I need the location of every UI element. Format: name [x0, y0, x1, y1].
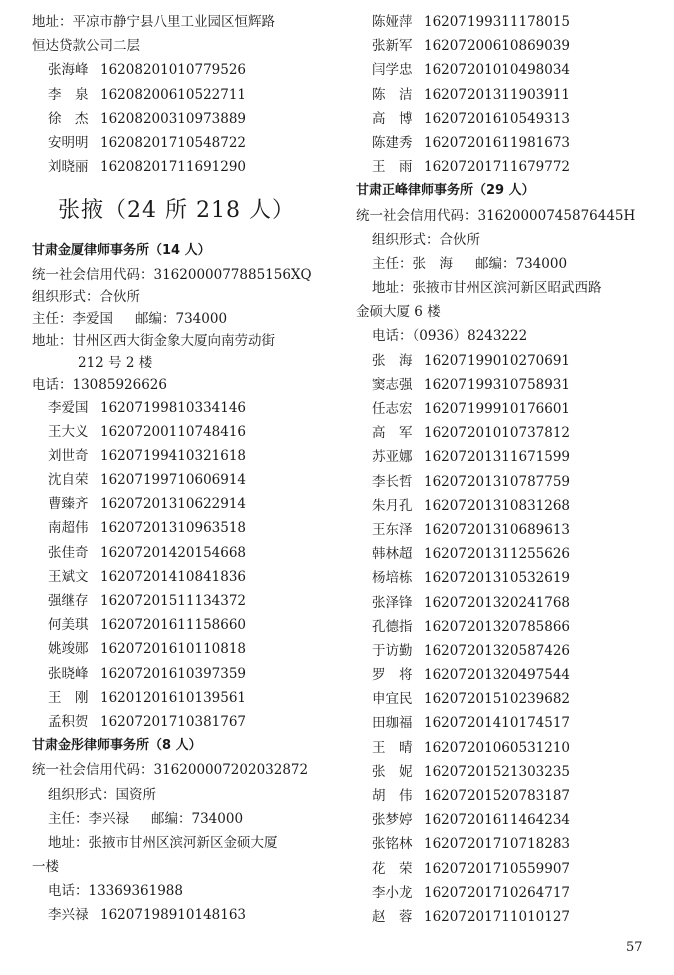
member-row	[32, 83, 337, 107]
member-row	[32, 492, 337, 516]
member-row	[32, 107, 337, 131]
member-row	[356, 349, 656, 373]
member-row	[356, 542, 656, 566]
member-name: 任志宏	[372, 401, 413, 417]
member-license-number: 16207199810334146	[100, 399, 247, 416]
member-license-number: 16207201710381767	[100, 713, 247, 730]
member-license-number: 16207201060531210	[424, 739, 571, 756]
member-row	[32, 155, 337, 179]
member-row	[32, 613, 337, 637]
phone: 电话：13369361988	[48, 883, 183, 900]
member-name: 张铭林	[372, 836, 413, 853]
member-row	[356, 107, 656, 131]
member-license-number: 16207201420154668	[100, 544, 247, 561]
member-license-number: 16207201710559907	[424, 860, 571, 877]
member-license-number: 16207201410174517	[424, 715, 571, 732]
member-name: 田珈福	[372, 715, 413, 732]
director: 主任：李兴禄	[48, 810, 129, 827]
member-name: 韩林超	[372, 546, 413, 563]
member-license-number: 16207200110748416	[100, 423, 247, 440]
member-name: 罗 将	[372, 667, 413, 684]
address-line: 一楼	[32, 859, 59, 876]
member-license-number: 16207201010498034	[424, 62, 571, 79]
member-name: 窦志强	[372, 376, 413, 393]
member-license-number: 16207200610869039	[424, 38, 571, 55]
member-name: 强继存	[48, 593, 89, 609]
member-row	[356, 687, 656, 711]
member-list	[32, 58, 337, 179]
member-name: 李 泉	[48, 86, 89, 103]
member-list	[356, 349, 656, 930]
member-row	[356, 615, 656, 639]
member-name: 安明明	[48, 134, 89, 151]
member-row	[356, 905, 656, 929]
member-name: 于访勤	[372, 642, 413, 659]
member-row	[32, 710, 337, 734]
member-license-number: 16207201310689613	[424, 521, 571, 538]
member-name: 胡 伟	[372, 788, 413, 804]
member-license-number: 16207199910176601	[424, 401, 571, 417]
member-license-number: 16207201320587426	[424, 642, 571, 659]
director: 主任：李爱国	[32, 310, 113, 327]
member-license-number: 16207198910148163	[100, 907, 247, 924]
member-row	[356, 34, 656, 58]
member-row	[356, 663, 656, 687]
member-name: 陈 洁	[372, 86, 413, 103]
member-name: 张佳奇	[48, 544, 89, 561]
member-license-number: 16201201610139561	[100, 689, 247, 706]
member-name: 姚竣郧	[48, 641, 89, 658]
region-heading: 张掖（24 所 218 人）	[58, 198, 295, 224]
member-name: 陈建秀	[372, 134, 413, 151]
member-row	[356, 736, 656, 760]
member-row	[32, 686, 337, 710]
org-form: 组织形式：国资所	[48, 786, 156, 803]
member-name: 曹臻齐	[48, 496, 89, 513]
member-name: 李长哲	[372, 473, 413, 490]
member-license-number: 16207201611464234	[424, 812, 571, 829]
member-row	[32, 637, 337, 661]
member-row	[356, 808, 656, 832]
address-line: 地址：甘州区西大街金象大厦向南劳动街	[32, 332, 275, 349]
member-row	[356, 591, 656, 615]
member-license-number: 16208200310973889	[100, 110, 247, 127]
member-name: 苏亚娜	[372, 449, 413, 466]
member-name: 张晓峰	[48, 665, 89, 682]
member-name: 刘世奇	[48, 447, 89, 464]
member-row	[356, 881, 656, 905]
member-license-number: 16207201310787759	[424, 473, 571, 490]
member-name: 王东泽	[372, 521, 413, 538]
member-license-number: 16207201320785866	[424, 618, 571, 635]
member-license-number: 16207201311255626	[424, 546, 571, 563]
firm-name: 甘肃金彤律师事务所（8 人）	[32, 738, 202, 754]
member-row	[32, 589, 337, 613]
member-row	[32, 662, 337, 686]
member-row	[356, 494, 656, 518]
member-name: 张泽锋	[372, 594, 413, 611]
member-name: 申宜民	[372, 691, 413, 708]
firm-name: 甘肃正峰律师事务所（29 人）	[356, 183, 535, 199]
member-license-number: 16207201010737812	[424, 425, 571, 442]
left-column	[32, 10, 337, 928]
member-name: 高 博	[372, 110, 413, 127]
member-name: 张梦婷	[372, 812, 413, 829]
member-row	[32, 396, 337, 420]
credit-code: 统一社会信用代码：316200007202032872	[32, 762, 309, 779]
member-license-number: 16207201710264717	[424, 884, 571, 901]
member-license-number: 16207201311671599	[424, 449, 571, 466]
address-line: 恒达贷款公司二层	[32, 38, 140, 55]
member-row	[32, 131, 337, 155]
member-license-number: 16207199410321618	[100, 447, 247, 464]
org-form: 组织形式：合伙所	[32, 288, 140, 305]
member-name: 王 雨	[372, 159, 413, 176]
member-license-number: 16207199310758931	[424, 376, 571, 393]
member-name: 朱月孔	[372, 497, 413, 514]
member-license-number: 16207199010270691	[424, 352, 571, 369]
member-row	[356, 10, 656, 34]
address-line: 地址：张掖市甘州区滨河新区金硕大厦	[48, 834, 278, 851]
address-line: 212 号 2 楼	[78, 354, 153, 371]
address-line: 地址：平凉市静宁县八里工业园区恒辉路	[32, 14, 275, 30]
member-row	[356, 639, 656, 663]
member-row	[356, 421, 656, 445]
member-row	[356, 83, 656, 107]
director-line	[32, 807, 337, 831]
member-row	[356, 445, 656, 469]
address-line: 地址：张掖市甘州区滨河新区昭武西路	[372, 280, 602, 297]
member-row	[32, 541, 337, 565]
member-row	[32, 468, 337, 492]
member-name: 王大义	[48, 423, 89, 440]
member-row	[356, 131, 656, 155]
member-name: 张新军	[372, 38, 413, 55]
member-name: 孟积贺	[48, 713, 89, 730]
member-row	[356, 711, 656, 735]
phone: 电话：13085926626	[32, 376, 167, 393]
member-row	[356, 397, 656, 421]
director-line	[356, 252, 656, 276]
member-name: 张 妮	[372, 763, 413, 780]
member-license-number: 16207201510239682	[424, 691, 571, 708]
phone: 电话：（0936）8243222	[372, 328, 528, 345]
member-row	[32, 516, 337, 540]
member-name: 张海峰	[48, 62, 89, 79]
member-name: 李小龙	[372, 884, 413, 901]
member-name: 赵 蓉	[372, 908, 413, 925]
member-license-number: 16207201711010127	[424, 908, 571, 925]
page-number: 57	[626, 940, 643, 955]
member-row	[356, 58, 656, 82]
member-license-number: 16207201611158660	[100, 617, 247, 634]
member-name: 花 荣	[372, 860, 413, 877]
director: 主任：张 海	[372, 255, 453, 272]
member-list	[356, 10, 656, 179]
member-row	[32, 903, 337, 927]
member-name: 陈娅萍	[372, 14, 413, 30]
member-name: 李兴禄	[48, 907, 89, 924]
org-form: 组织形式：合伙所	[372, 231, 480, 248]
member-license-number: 16207201611981673	[424, 134, 571, 151]
member-row	[356, 760, 656, 784]
member-license-number: 16208201710548722	[100, 134, 247, 151]
member-license-number: 16208201711691290	[100, 159, 247, 176]
postal-code: 邮编：734000	[151, 810, 244, 827]
member-name: 徐 杰	[48, 110, 89, 127]
member-license-number: 16207199311178015	[424, 14, 571, 30]
member-license-number: 16207201511134372	[100, 593, 247, 609]
member-license-number: 16207201410841836	[100, 568, 247, 585]
member-row	[356, 832, 656, 856]
member-name: 杨培栋	[372, 570, 413, 587]
member-row	[356, 857, 656, 881]
member-name: 何美琪	[48, 617, 89, 634]
member-row	[356, 566, 656, 590]
member-license-number: 16207201711679772	[424, 159, 571, 176]
member-name: 李爱国	[48, 399, 89, 416]
member-name: 王斌文	[48, 568, 89, 585]
credit-code: 统一社会信用代码：31620000745876445H	[356, 207, 636, 224]
member-license-number: 16207201310831268	[424, 497, 571, 514]
address-line: 金硕大厦 6 楼	[356, 304, 441, 321]
member-license-number: 16207201610549313	[424, 110, 571, 127]
member-name: 南超伟	[48, 520, 89, 537]
member-row	[32, 444, 337, 468]
member-license-number: 16207201610110818	[100, 641, 247, 658]
member-name: 沈自荣	[48, 472, 89, 489]
firm-name: 甘肃金厦律师事务所（14 人）	[32, 243, 211, 259]
member-name: 闫学忠	[372, 62, 413, 79]
member-list	[32, 903, 337, 927]
member-row	[356, 518, 656, 542]
member-license-number: 16207201521303235	[424, 763, 571, 780]
member-license-number: 16207201610397359	[100, 665, 247, 682]
member-license-number: 16207201310622914	[100, 496, 247, 513]
member-row	[32, 58, 337, 82]
member-row	[356, 155, 656, 179]
member-license-number: 16208200610522711	[100, 86, 247, 103]
member-license-number: 16207201310532619	[424, 570, 571, 587]
member-name: 孔德指	[372, 618, 413, 635]
member-license-number: 16207201710718283	[424, 836, 571, 853]
member-license-number: 16207201311903911	[424, 86, 571, 103]
member-name: 王 刚	[48, 689, 89, 706]
member-license-number: 16207201320497544	[424, 667, 571, 684]
member-name: 高 军	[372, 425, 413, 442]
member-row	[32, 420, 337, 444]
director-line	[32, 308, 337, 330]
member-license-number: 16207201520783187	[424, 788, 571, 804]
member-license-number: 16208201010779526	[100, 62, 247, 79]
member-license-number: 16207201320241768	[424, 594, 571, 611]
member-name: 张 海	[372, 352, 413, 369]
member-license-number: 16207199710606914	[100, 472, 247, 489]
member-list	[32, 396, 337, 735]
member-license-number: 16207201310963518	[100, 520, 247, 537]
member-row	[32, 565, 337, 589]
right-column	[356, 10, 656, 929]
member-name: 刘晓丽	[48, 159, 89, 176]
credit-code: 统一社会信用代码：3162000077885156XQ	[32, 266, 312, 283]
member-row	[356, 373, 656, 397]
member-row	[356, 784, 656, 808]
postal-code: 邮编：734000	[475, 255, 568, 272]
member-row	[356, 470, 656, 494]
member-name: 王 晴	[372, 739, 413, 756]
postal-code: 邮编：734000	[135, 310, 228, 327]
